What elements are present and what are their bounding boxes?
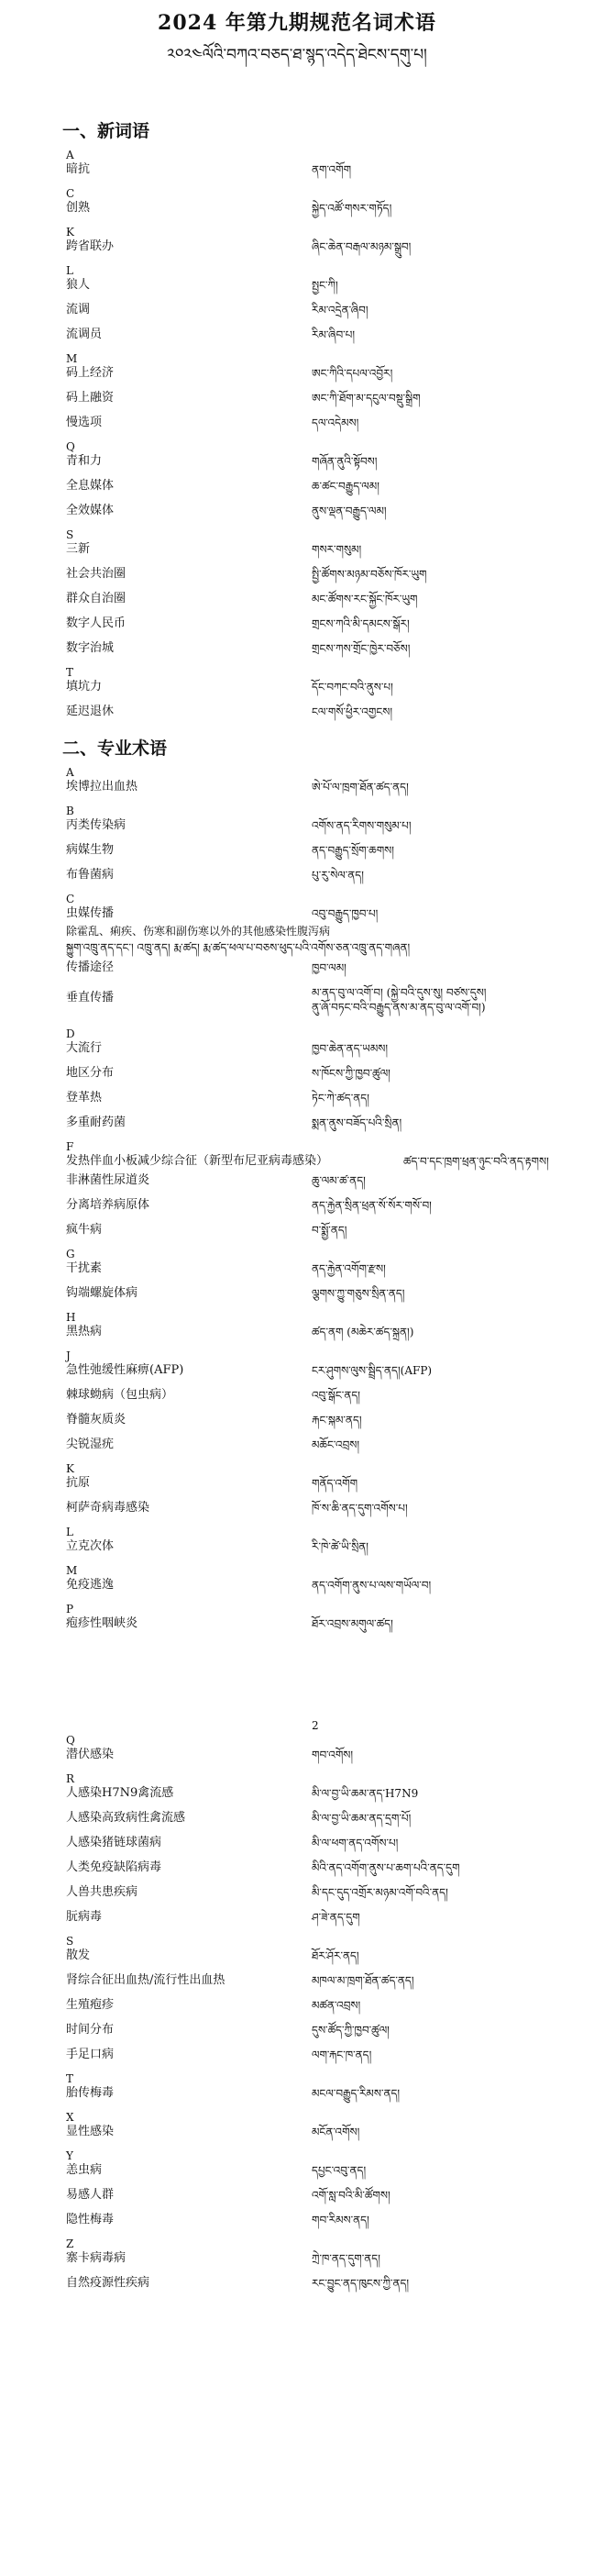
term-chinese: 朊病毒 bbox=[66, 1910, 103, 1924]
term-tibetan: གཞོན་ནུའི་སྟོབས། bbox=[312, 455, 378, 468]
term-chinese: 人感染猪链球菌病 bbox=[66, 1836, 162, 1849]
index-letter: J bbox=[66, 1349, 71, 1362]
term-chinese: 数字人民币 bbox=[66, 616, 126, 630]
term-chinese: 人感染H7N9禽流感 bbox=[66, 1786, 174, 1800]
term-chinese: 散发 bbox=[66, 1949, 91, 1962]
page-title-tibetan: ༢༠༢༤ལོའི་བཀའ་བཅད་ཐ་སྙད་འདེད་ཐེངས་དགུ་པ། bbox=[167, 46, 427, 64]
term-chinese: 布鲁菌病 bbox=[66, 868, 115, 882]
term-chinese: 流调员 bbox=[66, 328, 103, 341]
term-tibetan: མངོན་འགོས། bbox=[312, 2126, 360, 2138]
term-chinese: 自然疫源性疾病 bbox=[66, 2276, 150, 2290]
term-chinese: 全息媒体 bbox=[66, 479, 115, 493]
term-chinese: 肾综合征出血热/流行性出血热 bbox=[66, 1973, 226, 1987]
term-chinese: 疯牛病 bbox=[66, 1223, 103, 1237]
term-tibetan: ཨེ་པོ་ལ་ཁྲག་ཐོན་ཚད་ནད། bbox=[312, 781, 409, 794]
term-chinese: 柯萨奇病毒感染 bbox=[66, 1501, 150, 1515]
term-tibetan: འབུ་སྒོང་ནད། bbox=[312, 1389, 360, 1402]
section-heading-technical-terms: 二、专业术语 bbox=[62, 738, 168, 759]
term-chinese: 分离培养病原体 bbox=[66, 1198, 150, 1212]
term-chinese: 人兽共患疾病 bbox=[66, 1885, 138, 1899]
term-chinese: 除霍乱、痢疾、伤寒和副伤寒以外的其他感染性腹泻病 bbox=[66, 925, 331, 938]
term-tibetan: རྐང་སྐམ་ནད། bbox=[312, 1414, 362, 1427]
term-tibetan: ཁྱབ་ཆེན་ནད་ཡམས། bbox=[312, 1042, 389, 1055]
term-chinese: 码上经济 bbox=[66, 366, 115, 380]
term-tibetan: པུ་རུ་སེལ་ནད། bbox=[312, 869, 364, 882]
term-tibetan: ཀྲེ་ཁ་ནད་དུག་ནད། bbox=[312, 2252, 380, 2265]
term-tibetan: སྤྱང་ཀི། bbox=[312, 279, 338, 292]
term-chinese: 青和力 bbox=[66, 454, 103, 468]
index-letter: A bbox=[66, 149, 74, 161]
term-tibetan: ཨང་ཀིའི་དཔལ་འབྱོར། bbox=[312, 367, 393, 380]
term-tibetan: ལྕགས་ཀྱུ་གཅུས་སྲིན་ནད། bbox=[312, 1287, 405, 1300]
term-tibetan: ངར་ཤུགས་ལུས་སྦྲིད་ནད།(AFP) bbox=[312, 1364, 433, 1377]
term-tibetan: ཁོ་ས་ཆི་ནད་དུག་འགོས་པ། bbox=[312, 1502, 408, 1515]
term-chinese: 地区分布 bbox=[66, 1066, 115, 1080]
term-tibetan: མངལ་བརྒྱུད་རིམས་ནད། bbox=[312, 2087, 401, 2100]
term-tibetan: རིམ་ཞིབ་པ། bbox=[312, 328, 356, 341]
term-chinese: 急性弛缓性麻痹(AFP) bbox=[66, 1363, 184, 1377]
index-letter: Y bbox=[66, 2149, 73, 2162]
term-tibetan: མཁལ་མ་ཁྲག་ཐོན་ཚད་ནད། bbox=[312, 1974, 414, 1987]
index-letter: K bbox=[66, 1462, 74, 1475]
term-tibetan: ཤ་ཟེ་ནད་དུག bbox=[312, 1911, 360, 1924]
term-chinese: 数字治城 bbox=[66, 641, 115, 655]
term-tibetan: ཐོར་ཤོར་ནད། bbox=[312, 1949, 359, 1962]
index-letter: A bbox=[66, 766, 74, 779]
term-tibetan: གྲངས་ཀའི་མི་དམངས་སྒོར། bbox=[312, 617, 410, 630]
index-letter: Z bbox=[66, 2237, 74, 2250]
term-chinese: 多重耐药菌 bbox=[66, 1116, 126, 1129]
index-letter: S bbox=[66, 528, 74, 541]
term-chinese: 延迟退休 bbox=[66, 705, 115, 718]
term-tibetan: དོང་བཀང་བའི་ནུས་པ། bbox=[312, 681, 393, 694]
term-tibetan: ཞིང་ཆེན་བརྒལ་མཉམ་སྒྲུབ། bbox=[312, 240, 412, 253]
term-tibetan: ནག་འགོག bbox=[312, 163, 352, 176]
term-chinese: 隐性梅毒 bbox=[66, 2213, 115, 2226]
term-tibetan: མི་ལ་ཕག་ནད་འགོས་པ། bbox=[312, 1837, 399, 1849]
term-tibetan: གནོད་འགོག bbox=[312, 1477, 358, 1490]
term-chinese: 尖锐湿疣 bbox=[66, 1438, 115, 1451]
term-tibetan: ཁྱབ་ལམ། bbox=[312, 961, 346, 974]
term-chinese: 黑热病 bbox=[66, 1325, 103, 1338]
term-chinese: 慢选项 bbox=[66, 416, 103, 429]
term-tibetan: རི་ཁེ་ཚེ་ཡི་སྲིན། bbox=[312, 1540, 368, 1553]
term-tibetan: ནད་འགོག་ནུས་པ་ལས་གཡོལ་བ། bbox=[312, 1579, 432, 1592]
term-chinese: 手足口病 bbox=[66, 2048, 115, 2061]
term-chinese: 社会共治圈 bbox=[66, 567, 126, 581]
term-tibetan: འགོས་ནད་རིགས་གསུམ་པ། bbox=[312, 819, 412, 832]
term-tibetan: དུས་ཚོད་ཀྱི་ཁྱབ་ཚུལ། bbox=[312, 2024, 390, 2037]
term-chinese: 发热伴血小板减少综合征（新型布尼亚病毒感染） bbox=[66, 1154, 329, 1168]
term-tibetan: ཨང་ཀི་ཐོག་མ་དངུལ་བསྡུ་སྒྲིག bbox=[312, 392, 421, 405]
index-letter: R bbox=[66, 1772, 75, 1785]
term-chinese: 人感染高致病性禽流感 bbox=[66, 1811, 186, 1825]
term-chinese: 恙虫病 bbox=[66, 2163, 103, 2177]
index-letter: H bbox=[66, 1311, 76, 1324]
term-chinese: 暗抗 bbox=[66, 162, 91, 176]
term-tibetan: ཆུ་ལམ་ཚ་ནད། bbox=[312, 1174, 366, 1187]
term-tibetan: གབ་འགོས། bbox=[312, 1749, 354, 1761]
term-tibetan: སྐྱེད་འཚོ་གསར་གཏོད། bbox=[312, 202, 392, 215]
index-letter: G bbox=[66, 1248, 75, 1260]
index-letter: C bbox=[66, 893, 75, 905]
index-letter: S bbox=[66, 1935, 74, 1948]
term-chinese: 三新 bbox=[66, 542, 91, 556]
page-number: 2 bbox=[312, 1719, 319, 1732]
term-chinese: 人类免疫缺陷病毒 bbox=[66, 1860, 162, 1874]
term-tibetan: སྤྱི་ཚོགས་མཉམ་བཅོས་ཁོར་ཡུག bbox=[312, 568, 427, 581]
index-letter: Q bbox=[66, 1734, 75, 1747]
term-tibetan: མང་ཚོགས་རང་སྐྱོང་ཁོར་ཡུག bbox=[312, 593, 418, 605]
term-chinese: 潜伏感染 bbox=[66, 1748, 115, 1761]
term-chinese: 显性感染 bbox=[66, 2125, 115, 2138]
index-letter: T bbox=[66, 666, 74, 679]
term-tibetan: མི་ལ་བྱ་ཡི་ཆམ་ནད་H7N9 bbox=[312, 1787, 419, 1800]
term-chinese: 码上融资 bbox=[66, 391, 115, 405]
term-chinese: 病媒生物 bbox=[66, 843, 115, 857]
term-chinese: 群众自治圈 bbox=[66, 592, 126, 605]
term-chinese: 流调 bbox=[66, 303, 91, 316]
term-chinese: 虫媒传播 bbox=[66, 906, 115, 920]
term-chinese: 干扰素 bbox=[66, 1261, 103, 1275]
term-tibetan: ནད་རྐྱེན་སྲིན་ཕྲན་སོ་སོར་གསོ་བ། bbox=[312, 1199, 432, 1212]
index-letter: M bbox=[66, 352, 78, 365]
index-letter: C bbox=[66, 187, 75, 200]
term-tibetan: ནུས་ལྡན་བརྒྱུད་ལམ། bbox=[312, 505, 387, 517]
term-tibetan: ཚད་བ་དང་ཁྲག་ཕྲན་ཉུང་བའི་ནད་རྟགས། bbox=[403, 1155, 549, 1168]
term-tibetan: མཚན་འབྲས། bbox=[312, 1999, 361, 2012]
index-letter: Q bbox=[66, 440, 75, 453]
index-letter: X bbox=[66, 2111, 74, 2124]
term-tibetan: དཔྱང་འབུ་ནད། bbox=[312, 2164, 367, 2177]
term-chinese: 传播途径 bbox=[66, 960, 115, 974]
term-tibetan: མི་དང་དུད་འགྲོར་མཉམ་འགོ་བའི་ནད། bbox=[312, 1886, 448, 1899]
index-letter: K bbox=[66, 226, 74, 239]
term-chinese: 生殖疱疹 bbox=[66, 1998, 115, 2012]
term-chinese: 易感人群 bbox=[66, 2188, 115, 2202]
term-chinese: 创熟 bbox=[66, 201, 91, 215]
term-tibetan: ཚད་ནག (མཆེར་ཚད་སྐྲན།) bbox=[312, 1326, 414, 1338]
page-title: 2024 年第九期规范名词术语 bbox=[158, 11, 436, 35]
term-tibetan: མ་ནད་བུ་ལ་འགོ་བ། (སྐྱེ་བའི་དུས་སུ། བཙས་དུས། bbox=[312, 986, 487, 999]
index-letter: M bbox=[66, 1564, 78, 1577]
term-tibetan: གྲངས་ཀས་གྲོང་ཁྱེར་བཅོས། bbox=[312, 642, 411, 655]
term-tibetan: བ་སྨྱོ་ནད། bbox=[312, 1224, 347, 1237]
term-tibetan: ཐོར་འབྲས་མགུལ་ཚད། bbox=[312, 1617, 393, 1630]
section-heading-new-words: 一、新词语 bbox=[62, 121, 150, 141]
term-tibetan: ཆ་ཚང་བརྒྱུད་ལམ། bbox=[312, 480, 380, 493]
index-letter: F bbox=[66, 1140, 74, 1153]
term-chinese: 大流行 bbox=[66, 1041, 103, 1055]
term-tibetan: དལ་འདེམས། bbox=[312, 416, 359, 429]
term-tibetan: རང་བྱུང་ནད་ཁུངས་ཀྱི་ནད། bbox=[312, 2277, 410, 2290]
term-chinese: 免疫逃逸 bbox=[66, 1578, 115, 1592]
term-tibetan: འགོ་སླ་བའི་མི་ཚོགས། bbox=[312, 2189, 390, 2202]
term-chinese: 胎传梅毒 bbox=[66, 2086, 115, 2100]
term-chinese: 寨卡病毒病 bbox=[66, 2251, 126, 2265]
term-tibetan: ནད་རྐྱེན་འགོག་རྫས། bbox=[312, 1262, 386, 1275]
term-tibetan: གསར་གསུམ། bbox=[312, 543, 362, 556]
term-chinese: 全效媒体 bbox=[66, 504, 115, 517]
term-chinese: 脊髓灰质炎 bbox=[66, 1413, 126, 1427]
term-tibetan: རིམ་འདྲེན་ཞིབ། bbox=[312, 304, 368, 316]
term-chinese: 丙类传染病 bbox=[66, 818, 126, 832]
term-tibetan: ལག་རྐང་ཁ་ནད། bbox=[312, 2049, 372, 2061]
term-chinese: 非淋菌性尿道炎 bbox=[66, 1173, 150, 1187]
index-letter: L bbox=[66, 1526, 73, 1538]
term-tibetan: ཏེང་ཀེ་ཚད་ནད། bbox=[312, 1092, 369, 1105]
term-chinese: 抗原 bbox=[66, 1476, 91, 1490]
term-chinese: 垂直传播 bbox=[66, 991, 115, 1005]
term-tibetan: ནད་བརྒྱུད་སྲོག་ཆགས། bbox=[312, 844, 394, 857]
term-tibetan: ནུ་ཞོ་བཏང་བའི་བརྒྱུད་ནས་མ་ནད་བུ་ལ་འགོ་བ།) bbox=[312, 1001, 486, 1014]
term-chinese: 棘球蚴病（包虫病） bbox=[66, 1388, 174, 1402]
index-letter: T bbox=[66, 2072, 74, 2085]
term-tibetan: སྨན་ནུས་བཟོད་པའི་སྲིན། bbox=[312, 1116, 402, 1129]
term-tibetan: འབུ་བརྒྱུད་ཁྱབ་པ། bbox=[312, 907, 379, 920]
term-chinese: 埃博拉出血热 bbox=[66, 780, 138, 794]
index-letter: L bbox=[66, 264, 73, 277]
term-chinese: 时间分布 bbox=[66, 2023, 115, 2037]
index-letter: B bbox=[66, 805, 74, 817]
term-chinese: 狼人 bbox=[66, 278, 91, 292]
term-chinese: 疱疹性咽峡炎 bbox=[66, 1616, 138, 1630]
term-chinese: 登革热 bbox=[66, 1091, 103, 1105]
term-chinese: 跨省联办 bbox=[66, 239, 115, 253]
term-tibetan: མིའི་ནད་འགོག་ནུས་པ་ཆག་པའི་ནད་དུག bbox=[312, 1861, 460, 1874]
index-letter: D bbox=[66, 1027, 75, 1040]
index-letter: P bbox=[66, 1603, 74, 1616]
term-chinese: 填坑力 bbox=[66, 680, 103, 694]
term-tibetan: མཆོང་འབྲས། bbox=[312, 1438, 360, 1451]
term-tibetan: སྐྱུག་འཁྲུ་ནད་དང་། འཁྲུ་ནད། རྨ་ཚད། རྨ་ཚད་ཕལ་པ་བཅས་ཕུད་པའི་འགོས་ཅན་འཁྲུ་ནད་གཞན། bbox=[66, 941, 411, 954]
term-chinese: 立克次体 bbox=[66, 1539, 115, 1553]
term-tibetan: གབ་རིམས་ནད། bbox=[312, 2214, 369, 2226]
term-tibetan: ས་ཁོངས་ཀྱི་ཁྱབ་ཚུལ། bbox=[312, 1067, 390, 1080]
term-tibetan: མི་ལ་བྱ་ཡི་ཆམ་ནད་དྲག་པོ། bbox=[312, 1812, 412, 1825]
term-chinese: 钩端螺旋体病 bbox=[66, 1286, 138, 1300]
term-tibetan: ངལ་གསོ་ཕྱིར་འགྱངས། bbox=[312, 705, 393, 718]
